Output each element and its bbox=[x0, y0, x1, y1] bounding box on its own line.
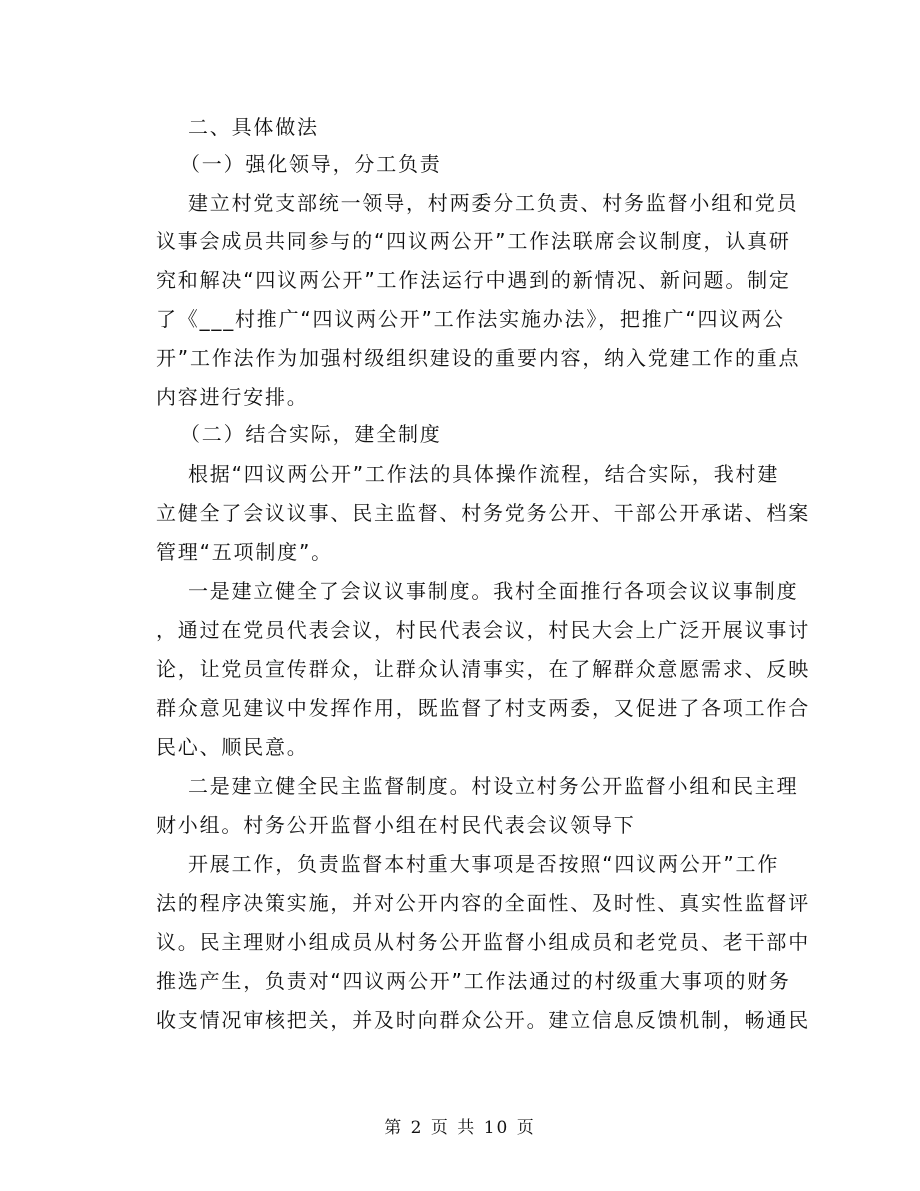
paragraph-1-line-3: 究和解决“四议两公开”工作法运行中遇到的新情况、新问题。制定 bbox=[156, 268, 791, 292]
paragraph-4-line-2: 财小组。村务公开监督小组在村民代表会议领导下 bbox=[156, 813, 636, 837]
paragraph-3-line-2: ，通过在党员代表会议，村民代表会议，村民大会上广泛开展议事讨 bbox=[156, 618, 810, 642]
paragraph-1-line-5: 开”工作法作为加强村级组织建设的重要内容，纳入党建工作的重点 bbox=[156, 346, 801, 370]
subsection-heading-1: （一）强化领导，分工负责 bbox=[180, 152, 442, 176]
paragraph-4-line-1: 二是建立健全民主监督制度。村设立村务公开监督小组和民主理 bbox=[188, 774, 799, 798]
paragraph-5-line-5: 收支情况审核把关，并及时向群众公开。建立信息反馈机制，畅通民 bbox=[156, 1008, 810, 1032]
paragraph-2-line-1: 根据“四议两公开”工作法的具体操作流程，结合实际，我村建 bbox=[188, 462, 780, 486]
paragraph-5-line-4: 推选产生，负责对“四议两公开”工作法通过的村级重大事项的财务 bbox=[156, 969, 791, 993]
paragraph-5-line-2: 法的程序决策实施，并对公开内容的全面性、及时性、真实性监督评 bbox=[156, 891, 810, 915]
page-number-footer: 第 2 页 共 10 页 bbox=[384, 1118, 536, 1138]
section-heading: 二、具体做法 bbox=[188, 115, 319, 139]
paragraph-1-line-6: 内容进行安排。 bbox=[156, 385, 309, 409]
paragraph-3-line-3: 论，让党员宣传群众，让群众认清事实，在了解群众意愿需求、反映 bbox=[156, 657, 810, 681]
paragraph-5-line-1: 开展工作，负责监督本村重大事项是否按照“四议两公开”工作 bbox=[188, 852, 780, 876]
subsection-heading-2: （二）结合实际，建全制度 bbox=[180, 422, 442, 446]
paragraph-1-line-1: 建立村党支部统一领导，村两委分工负责、村务监督小组和党员 bbox=[188, 191, 799, 215]
paragraph-3-line-4: 群众意见建议中发挥作用，既监督了村支两委，又促进了各项工作合 bbox=[156, 696, 810, 720]
paragraph-2-line-2: 立健全了会议议事、民主监督、村务党务公开、干部公开承诺、档案 bbox=[156, 501, 810, 525]
paragraph-3-line-5: 民心、顺民意。 bbox=[156, 735, 309, 759]
paragraph-3-line-1: 一是建立健全了会议议事制度。我村全面推行各项会议议事制度 bbox=[188, 579, 799, 603]
paragraph-1-line-2: 议事会成员共同参与的“四议两公开”工作法联席会议制度，认真研 bbox=[156, 229, 791, 253]
paragraph-5-line-3: 议。民主理财小组成员从村务公开监督小组成员和老党员、老干部中 bbox=[156, 930, 810, 954]
paragraph-1-line-4: 了《___村推广“四议两公开”工作法实施办法》，把推广“四议两公 bbox=[156, 307, 785, 331]
paragraph-2-line-3: 管理“五项制度”。 bbox=[156, 540, 333, 564]
